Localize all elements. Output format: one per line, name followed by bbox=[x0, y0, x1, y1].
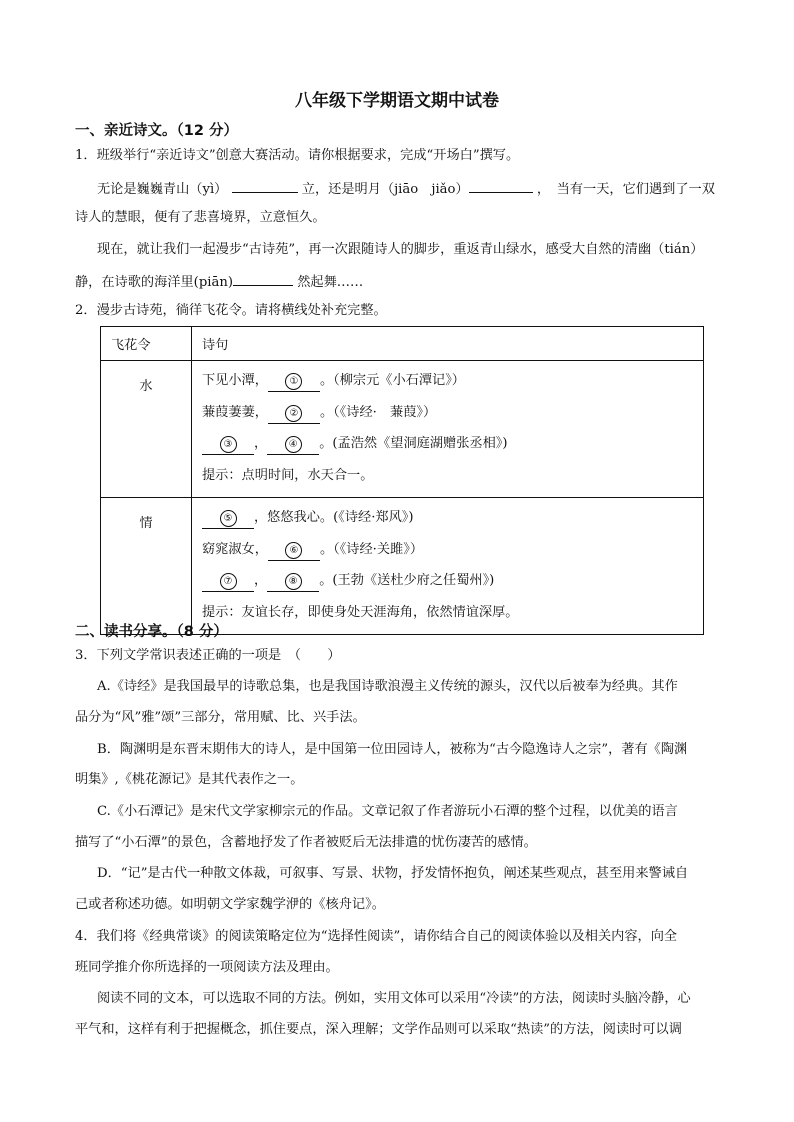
blank-number: ② bbox=[285, 405, 302, 422]
column-header-keyword: 飞花令 bbox=[101, 327, 192, 361]
answer-blank[interactable] bbox=[469, 178, 533, 193]
poem-line: 下见小潭， ① 。（柳宗元《小石潭记》） bbox=[202, 371, 703, 403]
answer-blank[interactable] bbox=[268, 540, 320, 561]
poem-line: 窈窕淑女， ⑥ 。（《诗经·关雎》） bbox=[202, 540, 703, 572]
q4-paragraph-line-1: 阅读不同的文本，可以选取不同的方法。例如，实用文体可以采用“冷读”的方法，阅读时头脑冷静，心 bbox=[97, 991, 691, 1006]
poem-line: ⑦ ， ⑧ 。(王勃《送杜少府之任蜀州》) bbox=[202, 571, 703, 603]
option-a-line-1: A.《诗经》是我国最早的诗歌总集，也是我国诗歌浪漫主义传统的源头，汉代以后被奉为经典。其作 bbox=[97, 679, 678, 694]
q4-paragraph-line-2: 平气和，这样有利于把握概念，抓住要点，深入理解；文学作品则可以采取“热读”的方法，阅读时可以调 bbox=[75, 1022, 682, 1037]
question-4-stem-line-2: 班同学推介你所选择的一项阅读方法及理由。 bbox=[75, 960, 339, 975]
blank-number: ⑥ bbox=[285, 542, 302, 559]
blank-number: ⑤ bbox=[220, 510, 237, 527]
option-b-line-1: B．陶渊明是东晋末期伟大的诗人，是中国第一位田园诗人，被称为“古今隐逸诗人之宗”，著有《陶渊 bbox=[97, 742, 688, 757]
keyword-cell: 情 bbox=[101, 498, 192, 635]
answer-blank[interactable] bbox=[202, 571, 254, 592]
q1-paragraph-2-line-2: 静，在诗歌的海洋里(piān) 然起舞…… bbox=[75, 271, 755, 293]
poem-line: ③ ， ④ 。(孟浩然《望洞庭湖赠张丞相》) bbox=[202, 434, 703, 466]
option-d-line-2: 己或者称述功德。如明朝文学家魏学洢的《核舟记》。 bbox=[75, 897, 385, 912]
question-1-stem: 1．班级举行“亲近诗文”创意大赛活动。请你根据要求，完成“开场白”撰写。 bbox=[75, 148, 520, 163]
page-title: 八年级下学期语文期中试卷 bbox=[295, 91, 499, 111]
poem-lines-cell bbox=[192, 361, 704, 498]
answer-blank[interactable] bbox=[202, 508, 254, 529]
blank-number: ⑧ bbox=[285, 573, 302, 590]
q1-paragraph-1-line-1: 无论是巍巍青山（yì） 立，还是明月（jiāo jiǎo） ， 当有一天，它们遇到了一双 bbox=[97, 178, 757, 200]
feihualing-table bbox=[100, 326, 704, 635]
poem-line: 蒹葭萋萋， ② 。（《诗经· 蒹葭》） bbox=[202, 403, 703, 435]
poem-lines-cell bbox=[192, 498, 704, 635]
option-c-line-2: 描写了“小石潭”的景色，含蓄地抒发了作者被贬后无法排遣的忧伤凄苦的感情。 bbox=[75, 835, 537, 850]
question-3-stem: 3．下列文学常识表述正确的一项是 （ ） bbox=[75, 648, 341, 663]
option-b-line-2: 明集》,《桃花源记》是其代表作之一。 bbox=[75, 772, 304, 787]
blank-number: ④ bbox=[285, 436, 302, 453]
keyword-cell: 水 bbox=[101, 361, 192, 498]
blank-number: ③ bbox=[220, 436, 237, 453]
q1-paragraph-2-line-1: 现在，就让我们一起漫步“古诗苑”，再一次跟随诗人的脚步，重返青山绿水，感受大自然的清幽（tián） bbox=[97, 242, 704, 257]
answer-blank[interactable] bbox=[267, 434, 319, 455]
table-header-row bbox=[101, 327, 704, 361]
table-row bbox=[101, 361, 704, 498]
question-2-stem: 2．漫步古诗苑，徜徉飞花令。请将横线处补充完整。 bbox=[75, 303, 387, 318]
poem-hint: 提示：点明时间，水天合一。 bbox=[202, 467, 374, 483]
answer-blank[interactable] bbox=[202, 434, 254, 455]
section-2-heading: 二、读书分享。（8 分） bbox=[75, 624, 228, 640]
q1-paragraph-1-line-2: 诗人的慧眼，便有了悲喜境界，立意恒久。 bbox=[75, 210, 326, 225]
answer-blank[interactable] bbox=[267, 571, 319, 592]
poem-line: ⑤ ，悠悠我心。(《诗经·郑风》) bbox=[202, 508, 703, 540]
poem-hint: 提示：友谊长存，即使身处天涯海角，依然情谊深厚。 bbox=[202, 604, 519, 620]
table-row bbox=[101, 498, 704, 635]
answer-blank[interactable] bbox=[268, 371, 320, 392]
question-4-stem-line-1: 4．我们将《经典常谈》的阅读策略定位为“选择性阅读”，请你结合自己的阅读体验以及相关内容，向全 bbox=[75, 929, 678, 944]
option-c-line-1: C.《小石潭记》是宋代文学家柳宗元的作品。文章记叙了作者游玩小石潭的整个过程，以优美的语言 bbox=[97, 804, 678, 819]
blank-number: ① bbox=[285, 373, 302, 390]
option-a-line-2: 品分为“风”雅”颂”三部分，常用赋、比、兴手法。 bbox=[75, 710, 366, 725]
answer-blank[interactable] bbox=[232, 178, 298, 193]
blank-number: ⑦ bbox=[220, 573, 237, 590]
option-d-line-1: D．“记”是古代一种散文体裁，可叙事、写景、状物，抒发情怀抱负，阐述某些观点，甚至用来警诫自 bbox=[97, 866, 689, 881]
column-header-lines: 诗句 bbox=[192, 327, 704, 361]
answer-blank[interactable] bbox=[268, 403, 320, 424]
answer-blank[interactable] bbox=[233, 271, 293, 286]
section-1-heading: 一、亲近诗文。（12 分） bbox=[75, 123, 238, 139]
